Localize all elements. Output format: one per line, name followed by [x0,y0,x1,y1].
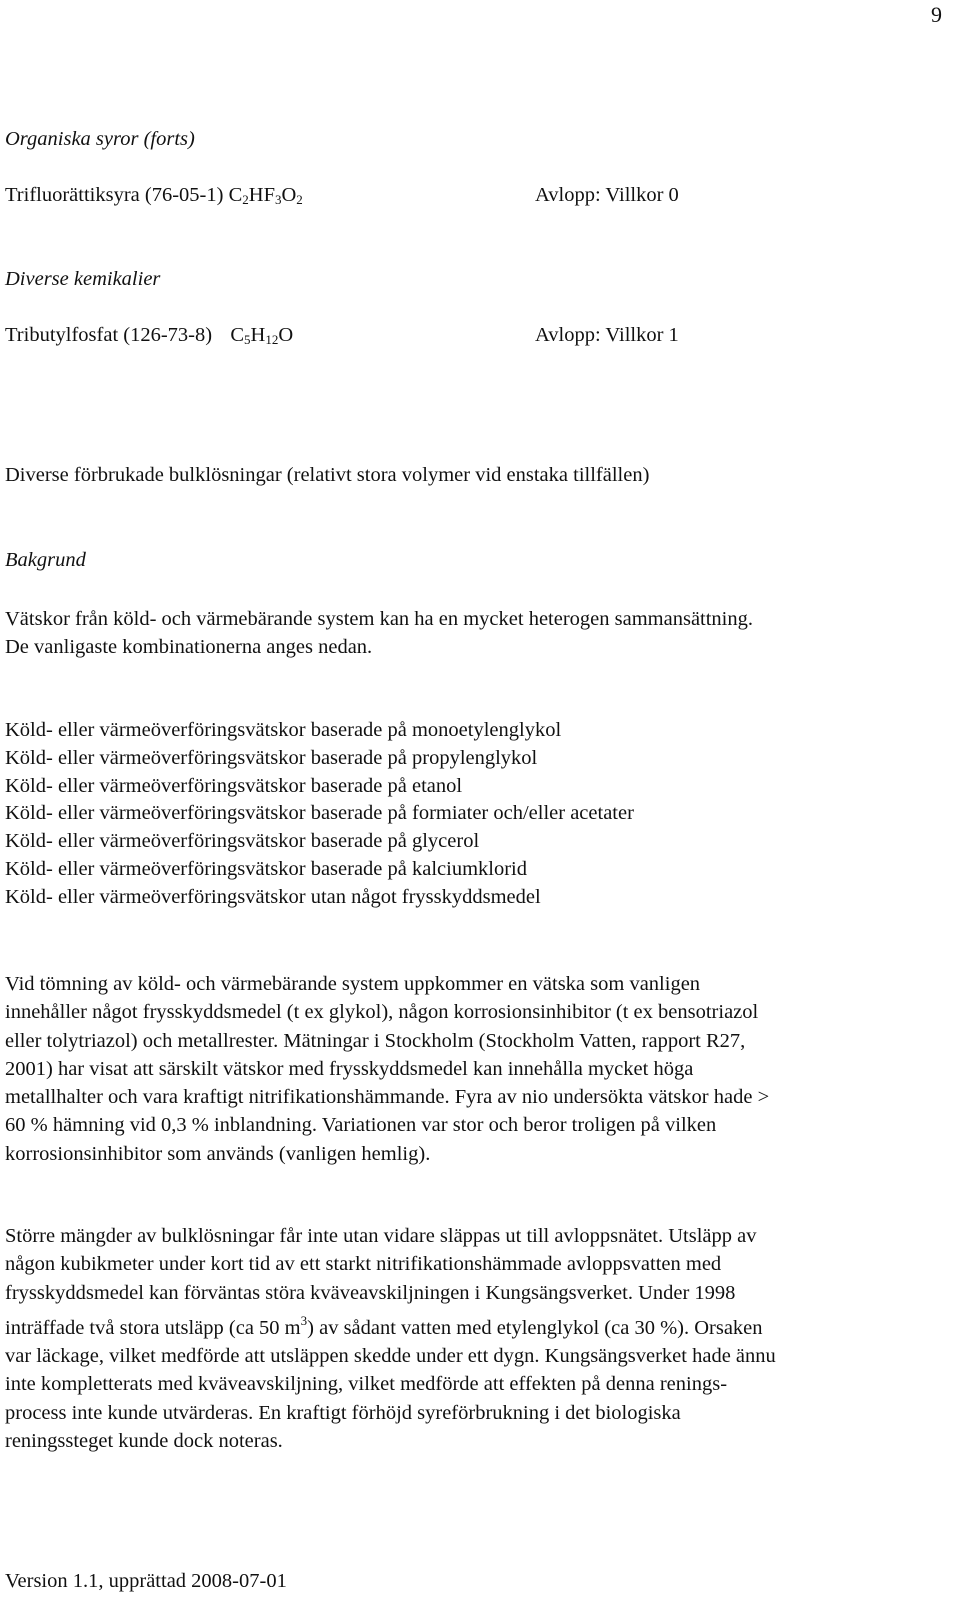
list-item: Köld- eller värmeöverföringsvätskor utan något frysskyddsmedel [5,885,541,908]
footer-version: Version 1.1, upprättad 2008-07-01 [5,1570,287,1592]
substance-row-tributyl-phosphate [5,324,293,348]
paragraph-large-volumes: Större mängder av bulklösningar får inte utan vidare släppas ut till avloppsnätet. Utsläpp av någon kubikmeter under kort tid av ett starkt nitrifikationshämmade avloppsvatten med frysskyddsmedel kan förväntas störa kväveavskiljningen i Kungsängsverket. Under 1998 inträffade två stora utsläpp (ca 50 $m^3$) av sådant vatten med etylenglykol (ca 30 %). Orsaken var läckage, vilket medförde att utsläppen skedde under ett dygn. Kungsängsverket hade ännu inte kompletterats med kväveavskiljning, vilket medförde att effekten på denna renings- process inte kunde utvärderas. En kraftigt förhöjd syreförbrukning i det biologiska reningssteget kunde dock noteras. [5,1225,776,1453]
chemical-formula: C2HF3O2 [228,184,303,207]
substance-name: Trifluorättiksyra (76-05-1) [5,184,224,206]
list-item: Köld- eller värmeöverföringsvätskor baserade på formiater och/eller acetater [5,802,634,825]
paragraph-emptying-systems: Vid tömning av köld- och värmebärande system uppkommer en vätska som vanligen innehåller något frysskyddsmedel (t ex glykol), någon korrosionsinhibitor (t ex bensotriazol eller tolytriazol) och metallrester. Mätningar i Stockholm (Stockholm Vatten, rapport R27, 2001) har visat att särskilt vätskor med frysskyddsmedel kan innehålla mycket höga metallhalter och vara kraftigt nitrifikationshämmande. Fyra av nio undersökta vätskor hade > 60 % hämning vid 0,3 % inblandning. Variationen var stor och beror troligen på vilken korrosionsinhibitor som används (vanligen hemlig). [5,973,770,1165]
intro-paragraph: Vätskor från köld- och värmebärande system kan ha en mycket heterogen sammansättning. De vanligaste kombinationerna anges nedan. [5,608,753,659]
substance-row-trifluoroacetic-acid [5,184,303,208]
fluid-type-list [5,717,634,912]
disposal-condition: Avlopp: Villkor 1 [535,324,679,346]
list-item: Köld- eller värmeöverföringsvätskor baserade på monoetylenglykol [5,719,562,741]
substance-name: Tributylfosfat (126-73-8) [5,324,213,346]
subheading-background: Bakgrund [5,549,86,571]
page-number: 9 [931,2,942,27]
list-item: Köld- eller värmeöverföringsvätskor baserade på glycerol [5,830,480,853]
disposal-condition: Avlopp: Villkor 0 [535,184,679,206]
list-item: Köld- eller värmeöverföringsvätskor baserade på kalciumklorid [5,857,527,880]
list-item: Köld- eller värmeöverföringsvätskor baserade på propylenglykol [5,746,538,769]
section-heading-misc-chemicals: Diverse kemikalier [5,268,161,290]
list-item: Köld- eller värmeöverföringsvätskor baserade på etanol [5,774,463,797]
chemical-formula: C5H12O [230,324,294,347]
section-heading-organic-acids: Organiska syror (forts) [5,128,195,150]
section-title-bulk-solutions: Diverse förbrukade bulklösningar (relativt stora volymer vid enstaka tillfällen) [5,464,650,486]
